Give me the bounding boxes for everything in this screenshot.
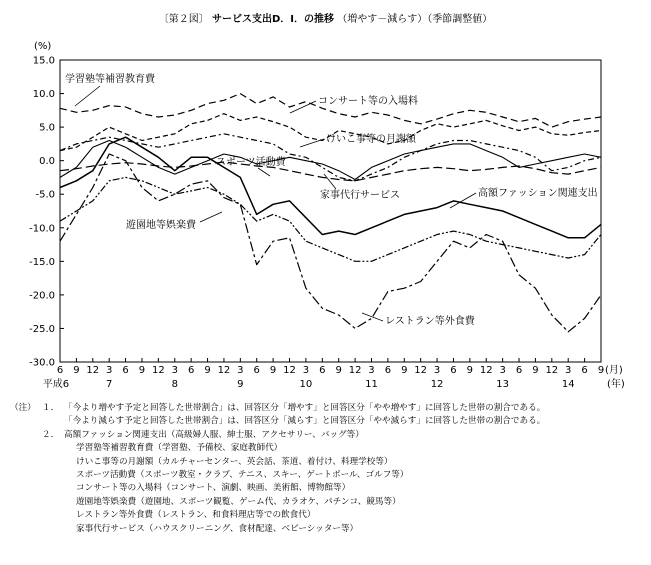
series-leader-line (200, 212, 222, 222)
x-tick-label: 12 (545, 365, 559, 376)
note-detail: 遊園地等娯楽費（遊園地、スポーツ観覧、ゲーム代、カラオケ、パチンコ、競馬等） (76, 496, 401, 507)
note-text: 「今より減らす予定と回答した世帯割合」は、回答区分「減らす」と回答区分「やや減らす」に回答した世帯の割合である。 (64, 416, 546, 427)
year-label: 12 (430, 379, 444, 390)
x-tick-label: 6 (56, 365, 64, 376)
year-label: 11 (365, 379, 378, 390)
series-leader-line (75, 86, 100, 106)
x-tick-label: 6 (581, 365, 588, 376)
x-tick-label: 9 (269, 365, 277, 376)
x-tick-label: 12 (86, 365, 100, 376)
y-tick-label: 10.0 (32, 89, 55, 101)
series-label: コンサート等の入場料 (318, 96, 418, 107)
notes-label: （注） (10, 403, 36, 413)
x-tick-label: 9 (73, 365, 80, 376)
y-tick-label: -5.0 (35, 189, 55, 201)
x-tick-label: 6 (122, 365, 129, 376)
note-text: 高額ファッション関連支出（高級婦人服、紳士服、アクセサリー、バッグ等） (64, 429, 364, 440)
y-tick-label: -15.0 (29, 256, 55, 268)
x-tick-label: 6 (187, 365, 195, 376)
y-tick-label: 0.0 (39, 156, 55, 168)
note-detail: レストラン等外食費（レストラン、和食料理店等での飲食代） (76, 510, 316, 521)
y-unit-label: (%) (34, 41, 52, 52)
note-detail: コンサート等の入場料（コンサート、演劇、映画、美術館、博物館等） (76, 483, 351, 494)
year-unit-label: (年) (607, 379, 625, 390)
series-leader-line (324, 174, 336, 189)
series-label: 家事代行サービス (320, 190, 400, 201)
year-label: 10 (299, 379, 313, 390)
series-line (60, 154, 601, 332)
x-tick-label: 12 (479, 365, 493, 376)
series-leader-line (258, 168, 270, 176)
series-label: 遊園地等娯楽費 (126, 220, 196, 231)
x-tick-label: 3 (433, 365, 441, 376)
x-tick-label: 3 (499, 365, 506, 376)
note-row (10, 402, 646, 415)
x-tick-label: 3 (368, 365, 375, 376)
note-detail: 家事代行サービス（ハウスクリーニング、食材配達、ベビーシッター等） (76, 523, 359, 534)
y-tick-label: 5.0 (39, 122, 55, 134)
x-tick-label: 6 (450, 365, 457, 376)
y-axis (29, 41, 64, 369)
year-label: 8 (171, 379, 178, 390)
x-tick-label: 12 (151, 365, 165, 376)
note-number: １． (42, 403, 60, 413)
year-label: 14 (561, 379, 575, 390)
note-detail: 学習塾等補習教育費（学習塾、予備校、家庭教師代） (76, 443, 283, 454)
note-row (10, 429, 646, 442)
x-tick-label: 9 (138, 365, 146, 376)
title-main: サービス支出D．I．の推移 (211, 14, 335, 25)
x-tick-label: 9 (204, 365, 211, 376)
figure-number: 〔第２図〕 (158, 14, 209, 25)
y-tick-label: -20.0 (29, 290, 55, 302)
x-tick-label: 12 (348, 365, 362, 376)
x-tick-label: 9 (335, 365, 342, 376)
y-tick-label: -25.0 (29, 323, 55, 335)
year-label: 7 (105, 379, 113, 390)
x-tick-label: 3 (105, 365, 113, 376)
x-tick-label: 6 (319, 365, 326, 376)
series-layer (60, 94, 601, 332)
series-line (60, 162, 601, 181)
x-tick-label: 3 (302, 365, 310, 376)
note-number: ２． (42, 429, 60, 440)
x-tick-label: 3 (171, 365, 178, 376)
month-unit-label: (月) (605, 365, 623, 376)
y-tick-label: 15.0 (32, 55, 55, 67)
x-tick-label: 9 (597, 365, 605, 376)
year-label: 平成6 (42, 379, 70, 390)
x-tick-label: 3 (237, 365, 244, 376)
note-detail: スポーツ活動費（スポーツ教室・クラブ、テニス、スキー、ゲートボール、ゴルフ等） (76, 470, 409, 481)
note-row (10, 415, 646, 428)
series-leader-line (362, 313, 383, 321)
x-tick-label: 9 (401, 365, 408, 376)
notes (10, 402, 646, 536)
note-number (42, 415, 64, 428)
y-tick-label: -30.0 (29, 357, 55, 369)
year-label: 9 (237, 379, 244, 390)
x-tick-label: 9 (532, 365, 539, 376)
note-text: 「今より増やす予定と回答した世帯割合」は、回答区分「増やす」と回答区分「やや増やす」に回答した世帯の割合である。 (64, 403, 546, 413)
x-tick-label: 12 (283, 365, 296, 376)
y-tick-label: -10.0 (29, 223, 55, 235)
series-label: 高額ファッション関連支出 (478, 188, 598, 199)
x-tick-label: 9 (466, 365, 474, 376)
series-label: けいこ事等の月謝額 (326, 134, 416, 145)
x-tick-label: 3 (565, 365, 572, 376)
x-tick-label: 6 (253, 365, 260, 376)
series-label: レストラン等外食費 (385, 316, 475, 327)
series-labels (65, 72, 598, 327)
series-label: スポーツ活動費 (216, 157, 286, 168)
year-label: 13 (496, 379, 510, 390)
x-tick-label: 12 (414, 365, 428, 376)
x-tick-label: 12 (217, 365, 231, 376)
note-detail: けいこ事等の月謝額（カルチャーセンター、英会話、茶道、着付け、料理学校等） (76, 456, 393, 467)
x-axis (43, 358, 625, 390)
title-suffix: （増やす－減らす）（季節調整値） (337, 14, 493, 25)
series-line (60, 114, 601, 151)
x-tick-label: 6 (384, 365, 392, 376)
x-tick-label: 6 (515, 365, 523, 376)
series-leader-line (300, 139, 324, 147)
series-label: 学習塾等補習教育費 (65, 74, 155, 85)
